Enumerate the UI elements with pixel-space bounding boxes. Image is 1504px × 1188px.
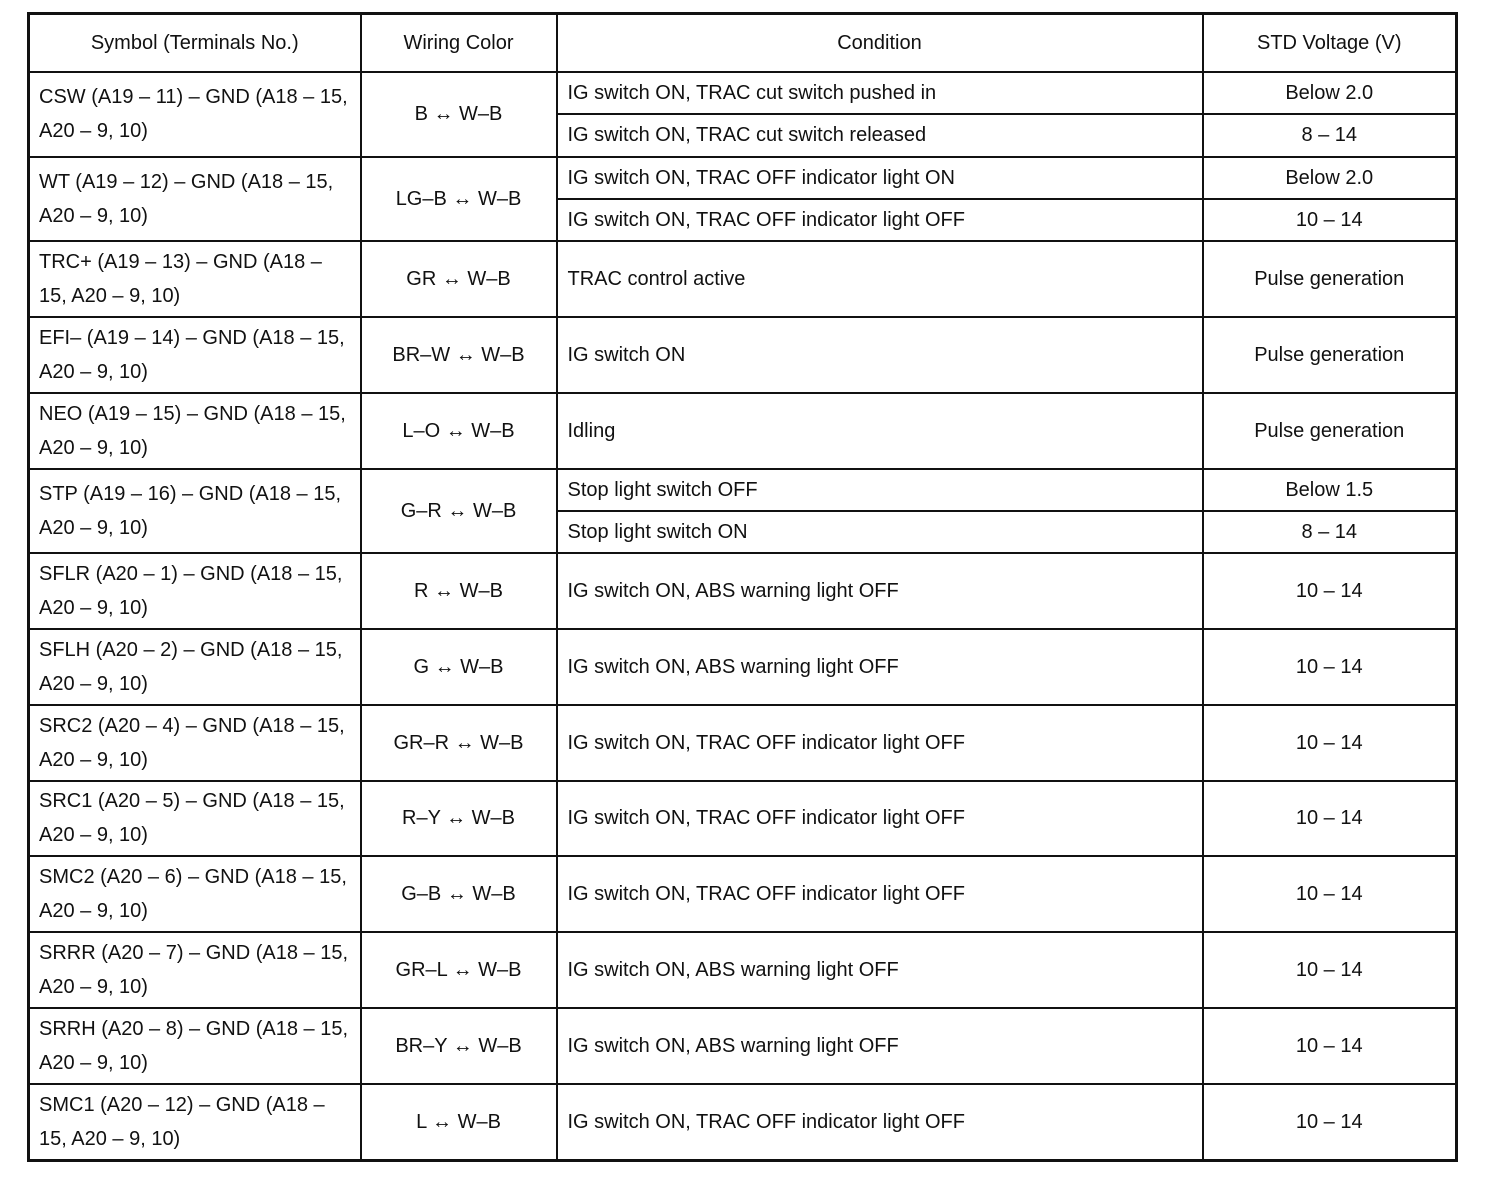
symbol-cell: STP (A19 – 16) – GND (A18 – 15, A20 – 9, 10) bbox=[29, 469, 361, 554]
column-header-std-voltage: STD Voltage (V) bbox=[1203, 14, 1457, 73]
std-voltage-cell: Below 2.0 bbox=[1203, 72, 1457, 114]
wiring-color-cell: R–Y ↔ W–B bbox=[361, 781, 557, 857]
condition-cell: Stop light switch ON bbox=[557, 511, 1203, 553]
std-voltage-cell: 10 – 14 bbox=[1203, 705, 1457, 781]
table-header bbox=[29, 14, 1457, 73]
symbol-cell: SRRH (A20 – 8) – GND (A18 – 15, A20 – 9, 10) bbox=[29, 1008, 361, 1084]
std-voltage-cell: 8 – 14 bbox=[1203, 511, 1457, 553]
std-voltage-cell: 10 – 14 bbox=[1203, 553, 1457, 629]
std-voltage-cell: 10 – 14 bbox=[1203, 856, 1457, 932]
std-voltage-cell: 10 – 14 bbox=[1203, 629, 1457, 705]
symbol-cell: WT (A19 – 12) – GND (A18 – 15, A20 – 9, 10) bbox=[29, 157, 361, 242]
condition-cell: IG switch ON, TRAC OFF indicator light OFF bbox=[557, 705, 1203, 781]
table-row bbox=[29, 317, 1457, 393]
table-row bbox=[29, 469, 1457, 511]
std-voltage-cell: 10 – 14 bbox=[1203, 781, 1457, 857]
condition-cell: IG switch ON, TRAC OFF indicator light OFF bbox=[557, 1084, 1203, 1161]
condition-cell: Idling bbox=[557, 393, 1203, 469]
std-voltage-cell: 10 – 14 bbox=[1203, 199, 1457, 241]
wiring-color-cell: LG–B ↔ W–B bbox=[361, 157, 557, 242]
condition-cell: IG switch ON, TRAC OFF indicator light OFF bbox=[557, 856, 1203, 932]
wiring-color-cell: GR ↔ W–B bbox=[361, 241, 557, 317]
symbol-cell: SMC2 (A20 – 6) – GND (A18 – 15, A20 – 9, 10) bbox=[29, 856, 361, 932]
wiring-color-cell: BR–W ↔ W–B bbox=[361, 317, 557, 393]
condition-cell: IG switch ON, TRAC OFF indicator light OFF bbox=[557, 781, 1203, 857]
condition-cell: IG switch ON, TRAC cut switch pushed in bbox=[557, 72, 1203, 114]
table-row bbox=[29, 241, 1457, 317]
wiring-color-cell: L ↔ W–B bbox=[361, 1084, 557, 1161]
wiring-color-cell: GR–L ↔ W–B bbox=[361, 932, 557, 1008]
table-row bbox=[29, 856, 1457, 932]
std-voltage-cell: Below 1.5 bbox=[1203, 469, 1457, 511]
condition-cell: Stop light switch OFF bbox=[557, 469, 1203, 511]
std-voltage-cell: Below 2.0 bbox=[1203, 157, 1457, 199]
condition-cell: IG switch ON, ABS warning light OFF bbox=[557, 629, 1203, 705]
condition-cell: IG switch ON, ABS warning light OFF bbox=[557, 932, 1203, 1008]
wiring-color-cell: L–O ↔ W–B bbox=[361, 393, 557, 469]
table-body bbox=[29, 72, 1457, 1161]
symbol-cell: SRRR (A20 – 7) – GND (A18 – 15, A20 – 9, 10) bbox=[29, 932, 361, 1008]
symbol-cell: TRC+ (A19 – 13) – GND (A18 – 15, A20 – 9, 10) bbox=[29, 241, 361, 317]
wiring-color-cell: G–R ↔ W–B bbox=[361, 469, 557, 554]
terminal-voltage-table bbox=[27, 12, 1458, 1162]
wiring-color-cell: B ↔ W–B bbox=[361, 72, 557, 157]
column-header-symbol: Symbol (Terminals No.) bbox=[29, 14, 361, 73]
symbol-cell: SFLH (A20 – 2) – GND (A18 – 15, A20 – 9, 10) bbox=[29, 629, 361, 705]
symbol-cell: SRC2 (A20 – 4) – GND (A18 – 15, A20 – 9, 10) bbox=[29, 705, 361, 781]
table-row bbox=[29, 1008, 1457, 1084]
symbol-cell: CSW (A19 – 11) – GND (A18 – 15, A20 – 9, 10) bbox=[29, 72, 361, 157]
table-row bbox=[29, 629, 1457, 705]
condition-cell: IG switch ON, TRAC cut switch released bbox=[557, 114, 1203, 156]
condition-cell: IG switch ON, ABS warning light OFF bbox=[557, 1008, 1203, 1084]
condition-cell: IG switch ON, TRAC OFF indicator light OFF bbox=[557, 199, 1203, 241]
wiring-color-cell: G–B ↔ W–B bbox=[361, 856, 557, 932]
table-row bbox=[29, 1084, 1457, 1161]
wiring-color-cell: BR–Y ↔ W–B bbox=[361, 1008, 557, 1084]
table-row bbox=[29, 705, 1457, 781]
condition-cell: IG switch ON, ABS warning light OFF bbox=[557, 553, 1203, 629]
symbol-cell: NEO (A19 – 15) – GND (A18 – 15, A20 – 9, 10) bbox=[29, 393, 361, 469]
std-voltage-cell: 10 – 14 bbox=[1203, 1084, 1457, 1161]
condition-cell: IG switch ON, TRAC OFF indicator light ON bbox=[557, 157, 1203, 199]
table-row bbox=[29, 72, 1457, 114]
std-voltage-cell: Pulse generation bbox=[1203, 241, 1457, 317]
symbol-cell: SRC1 (A20 – 5) – GND (A18 – 15, A20 – 9, 10) bbox=[29, 781, 361, 857]
wiring-color-cell: G ↔ W–B bbox=[361, 629, 557, 705]
table-row bbox=[29, 932, 1457, 1008]
table-row bbox=[29, 553, 1457, 629]
std-voltage-cell: Pulse generation bbox=[1203, 317, 1457, 393]
condition-cell: IG switch ON bbox=[557, 317, 1203, 393]
std-voltage-cell: 8 – 14 bbox=[1203, 114, 1457, 156]
table-row bbox=[29, 393, 1457, 469]
column-header-wiring-color: Wiring Color bbox=[361, 14, 557, 73]
std-voltage-cell: 10 – 14 bbox=[1203, 932, 1457, 1008]
header-row bbox=[29, 14, 1457, 73]
symbol-cell: EFI– (A19 – 14) – GND (A18 – 15, A20 – 9, 10) bbox=[29, 317, 361, 393]
wiring-color-cell: R ↔ W–B bbox=[361, 553, 557, 629]
symbol-cell: SMC1 (A20 – 12) – GND (A18 – 15, A20 – 9, 10) bbox=[29, 1084, 361, 1161]
symbol-cell: SFLR (A20 – 1) – GND (A18 – 15, A20 – 9, 10) bbox=[29, 553, 361, 629]
table-row bbox=[29, 157, 1457, 199]
column-header-condition: Condition bbox=[557, 14, 1203, 73]
condition-cell: TRAC control active bbox=[557, 241, 1203, 317]
wiring-color-cell: GR–R ↔ W–B bbox=[361, 705, 557, 781]
table-row bbox=[29, 781, 1457, 857]
std-voltage-cell: Pulse generation bbox=[1203, 393, 1457, 469]
std-voltage-cell: 10 – 14 bbox=[1203, 1008, 1457, 1084]
